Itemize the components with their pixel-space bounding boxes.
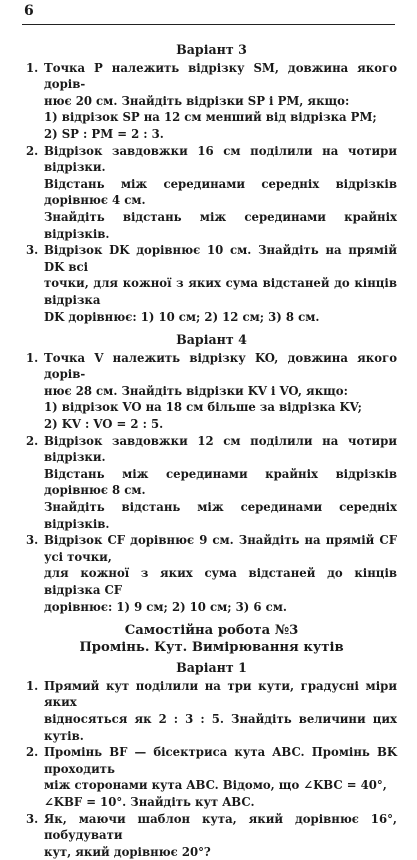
task-line: нює 20 см. Знайдіть відрізки SP і PM, якщо: bbox=[44, 93, 350, 108]
work-subtitle: Промінь. Кут. Вимірювання кутів bbox=[79, 640, 344, 656]
v3-task-3 bbox=[26, 242, 397, 325]
task-line: Як, маючи шаблон кута, який дорівнює 16°, побудувати bbox=[44, 811, 397, 843]
page-number: 6 bbox=[24, 3, 34, 19]
task-number: 1. bbox=[26, 678, 39, 693]
v1-task-3 bbox=[26, 811, 397, 860]
variant-4-heading: Варіант 4 bbox=[176, 332, 247, 348]
task-line: Відрізок CF дорівнює 9 см. Знайдіть на прямій CF усі точки, bbox=[44, 533, 397, 564]
v4-task-2 bbox=[26, 433, 397, 533]
v4-task-3 bbox=[26, 532, 397, 615]
work-title: Самостійна робота №3 bbox=[124, 623, 299, 639]
task-line: 1) відрізок VO на 18 см більше за відрізка KV; bbox=[44, 400, 362, 415]
task-line: дорівнює: 1) 9 см; 2) 10 см; 3) 6 см. bbox=[44, 599, 287, 614]
task-line: 1) відрізок SP на 12 см менший від відрізка PM; bbox=[44, 110, 377, 125]
task-line: нює 28 см. Знайдіть відрізки KV і VO, якщо: bbox=[44, 383, 348, 398]
task-number: 2. bbox=[26, 745, 39, 760]
task-number: 3. bbox=[26, 243, 39, 258]
task-line: DK дорівнює: 1) 10 см; 2) 12 см; 3) 8 см. bbox=[44, 309, 320, 324]
v1-task-1 bbox=[26, 678, 397, 744]
task-line: 2) SP : PM = 2 : 3. bbox=[44, 126, 164, 141]
task-line: Промінь BF — бісектриса кута ABC. Промінь BK проходить bbox=[44, 745, 397, 776]
task-number: 3. bbox=[26, 533, 39, 548]
task-line: Знайдіть відстань між серединами крайніх відрізків. bbox=[44, 209, 397, 241]
task-line: ∠KBF = 10°. Знайдіть кут ABC. bbox=[44, 794, 255, 809]
v3-task-2 bbox=[26, 143, 397, 243]
task-line: Точка P належить відрізку SM, довжина якого дорів- bbox=[44, 60, 397, 92]
task-line: точки, для кожної з яких сума відстаней до кінців відрізка bbox=[44, 276, 397, 307]
task-line: відносяться як 2 : 3 : 5. Знайдіть величини цих кутів. bbox=[44, 711, 397, 743]
task-line: для кожної з яких сума відстаней до кінців відрізка CF bbox=[44, 566, 397, 597]
v4-task-1 bbox=[26, 350, 397, 433]
task-number: 2. bbox=[26, 433, 39, 448]
variant-3-heading: Варіант 3 bbox=[176, 42, 247, 57]
task-line: 2) KV : VO = 2 : 5. bbox=[44, 417, 164, 432]
task-line: Відрізок DK дорівнює 10 см. Знайдіть на прямій DK всі bbox=[44, 243, 397, 274]
task-number: 1. bbox=[26, 60, 39, 75]
task-line: Відрізок завдовжки 12 см поділили на чотири відрізки. bbox=[44, 433, 397, 465]
task-number: 2. bbox=[26, 143, 39, 158]
task-line: Точка V належить відрізку KO, довжина якого дорів- bbox=[44, 350, 397, 382]
task-line: Відстань між серединами середніх відрізків дорівнює 4 см. bbox=[44, 176, 397, 208]
task-line: Відстань між серединами крайніх відрізків дорівнює 8 см. bbox=[44, 466, 397, 498]
v3-task-1 bbox=[26, 60, 397, 143]
task-line: Прямий кут поділили на три кути, градусні міри яких bbox=[44, 678, 397, 710]
task-line: між сторонами кута ABC. Відомо, що ∠KBC = 40°, bbox=[44, 778, 387, 793]
page-content bbox=[26, 42, 397, 860]
v1-task-2 bbox=[26, 744, 397, 810]
task-line: кут, який дорівнює 20°? bbox=[44, 844, 211, 859]
task-line: Знайдіть відстань між серединами середніх відрізків. bbox=[44, 500, 397, 531]
variant-1-heading: Варіант 1 bbox=[176, 660, 247, 676]
top-rule bbox=[22, 24, 395, 25]
task-number: 1. bbox=[26, 350, 39, 365]
task-number: 3. bbox=[26, 811, 39, 826]
task-line: Відрізок завдовжки 16 см поділили на чотири відрізки. bbox=[44, 143, 397, 175]
